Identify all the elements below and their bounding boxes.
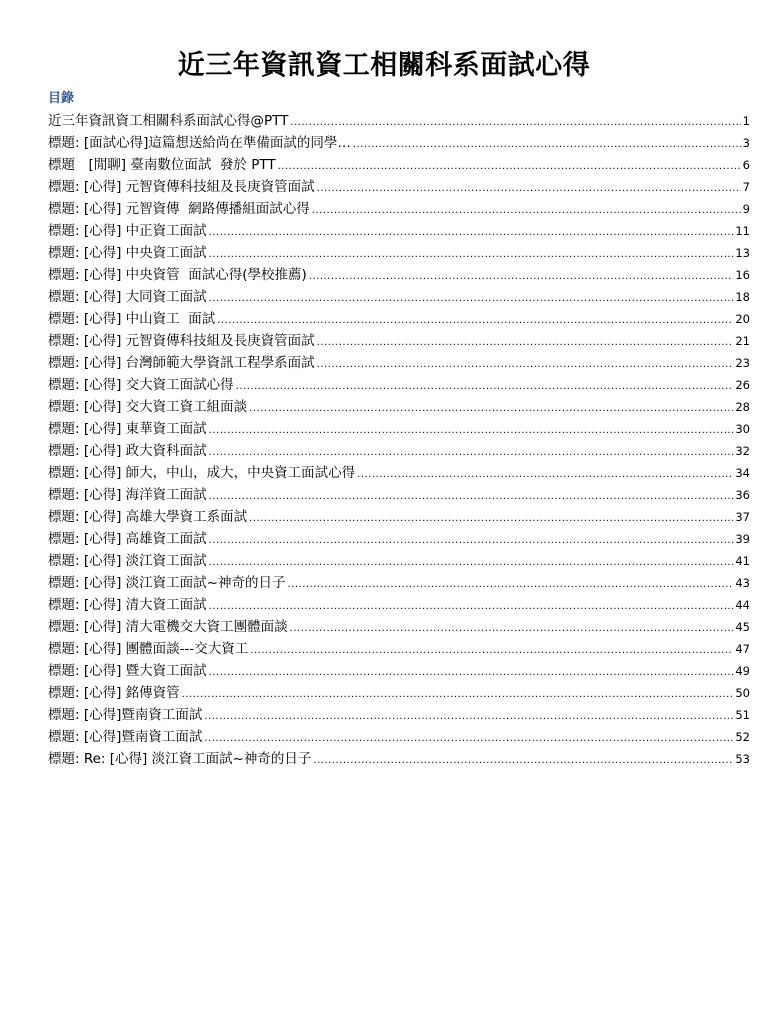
toc-entry[interactable] <box>48 594 750 616</box>
dot-leader <box>209 596 734 618</box>
dot-leader <box>182 684 734 706</box>
toc-entry[interactable] <box>48 616 750 638</box>
dot-leader <box>312 200 741 222</box>
toc-entry[interactable] <box>48 726 750 748</box>
dot-leader <box>236 376 734 398</box>
toc-entry[interactable] <box>48 286 750 308</box>
toc-entry-page-number: 49 <box>735 664 750 678</box>
toc-entry-title: 標題: [心得] 台灣師範大學資訊工程學系面試 <box>48 355 315 371</box>
dot-leader <box>290 112 740 134</box>
toc-entry-page-number: 18 <box>735 290 750 304</box>
toc-entry-page-number: 20 <box>735 312 750 326</box>
toc-entry-page-number: 51 <box>735 708 750 722</box>
toc-entry-page-number: 43 <box>735 576 750 590</box>
toc-entry-page-number: 34 <box>735 466 750 480</box>
toc-entry-title: 標題: [心得] 清大資工面試 <box>48 597 207 613</box>
toc-entry-page-number: 28 <box>735 400 750 414</box>
toc-entry-page-number: 6 <box>742 158 750 172</box>
dot-leader <box>278 156 741 178</box>
toc-entry-page-number: 3 <box>742 136 750 150</box>
toc-entry-page-number: 13 <box>735 246 750 260</box>
toc-entry-page-number: 7 <box>742 180 750 194</box>
toc-entry-title: 標題: [心得] 清大電機交大資工團體面談 <box>48 619 288 635</box>
toc-entry-title: 標題: [心得] 團體面談---交大資工 <box>48 641 249 657</box>
dot-leader <box>309 266 734 288</box>
dot-leader <box>250 640 733 662</box>
toc-entry-title: 標題: Re: [心得] 淡江資工面試~神奇的日子 <box>48 751 312 767</box>
toc-entry-title: 標題 [閒聊] 臺南數位面試 發於 PTT <box>48 157 276 173</box>
toc-heading: 目錄 <box>48 91 75 106</box>
dot-leader <box>249 508 733 530</box>
toc-entry-title: 標題: [心得] 政大資科面試 <box>48 443 207 459</box>
toc-entry[interactable] <box>48 374 750 396</box>
toc-entry[interactable] <box>48 352 750 374</box>
dot-leader <box>317 332 734 354</box>
dot-leader <box>290 618 734 640</box>
toc-entry[interactable] <box>48 682 750 704</box>
dot-leader <box>317 354 734 376</box>
toc-entry[interactable] <box>48 440 750 462</box>
toc-entry-title: 標題: [心得] 暨大資工面試 <box>48 663 207 679</box>
toc-entry-page-number: 9 <box>742 202 750 216</box>
dot-leader <box>209 288 734 310</box>
toc-entry-page-number: 45 <box>735 620 750 634</box>
toc-entry-page-number: 11 <box>735 224 750 238</box>
toc-entry[interactable] <box>48 330 750 352</box>
toc-entry[interactable] <box>48 154 750 176</box>
toc-entry[interactable] <box>48 748 750 770</box>
toc-entry-title: 標題: [心得] 銘傳資管 <box>48 685 180 701</box>
toc-entry[interactable] <box>48 242 750 264</box>
dot-leader <box>287 574 733 596</box>
toc-entry-title: 標題: [心得] 元智資傳科技組及長庚資管面試 <box>48 333 315 349</box>
toc-entry-page-number: 23 <box>735 356 750 370</box>
toc-entry[interactable] <box>48 462 750 484</box>
toc-entry[interactable] <box>48 638 750 660</box>
toc-entry-title: 標題: [心得] 淡江資工面試~神奇的日子 <box>48 575 286 591</box>
toc-entry[interactable] <box>48 198 750 220</box>
toc-entry-page-number: 21 <box>735 334 750 348</box>
toc-entry-page-number: 16 <box>735 268 750 282</box>
document-title: 近三年資訊資工相關科系面試心得 <box>177 50 591 81</box>
dot-leader <box>209 244 734 266</box>
dot-leader <box>357 464 733 486</box>
toc-entry-title: 標題: [心得]暨南資工面試 <box>48 729 203 745</box>
dot-leader <box>353 134 741 156</box>
toc-entry-title: 標題: [心得] 海洋資工面試 <box>48 487 207 503</box>
dot-leader <box>209 420 734 442</box>
toc-entry-title: 標題: [心得] 高雄資工面試 <box>48 531 207 547</box>
toc-entry-page-number: 1 <box>742 114 750 128</box>
toc-entry[interactable] <box>48 418 750 440</box>
dot-leader <box>209 222 734 244</box>
toc-entry[interactable] <box>48 550 750 572</box>
toc-entry[interactable] <box>48 132 750 154</box>
toc-entry-title: 標題: [心得] 交大資工面試心得 <box>48 377 234 393</box>
dot-leader <box>317 178 741 200</box>
dot-leader <box>204 706 733 728</box>
toc-entry-title: 標題: [面試心得]這篇想送給尚在準備面試的同學… <box>48 135 351 151</box>
toc-entry-title: 近三年資訊資工相關科系面試心得@PTT <box>48 113 289 129</box>
toc-entry-title: 標題: [心得] 中正資工面試 <box>48 223 207 239</box>
toc-entry-page-number: 52 <box>735 730 750 744</box>
toc-entry-title: 標題: [心得]暨南資工面試 <box>48 707 203 723</box>
toc-entry[interactable] <box>48 528 750 550</box>
toc-entry[interactable] <box>48 110 750 132</box>
toc-entry[interactable] <box>48 396 750 418</box>
dot-leader <box>209 552 734 574</box>
toc-entry-page-number: 53 <box>735 752 750 766</box>
table-of-contents <box>48 110 750 770</box>
toc-entry-title: 標題: [心得] 大同資工面試 <box>48 289 207 305</box>
dot-leader <box>209 530 734 552</box>
toc-entry-page-number: 32 <box>735 444 750 458</box>
dot-leader <box>209 662 734 684</box>
toc-entry[interactable] <box>48 704 750 726</box>
toc-entry-title: 標題: [心得] 高雄大學資工系面試 <box>48 509 248 525</box>
toc-entry-title: 標題: [心得] 中山資工 面試 <box>48 311 216 327</box>
toc-entry[interactable] <box>48 308 750 330</box>
toc-entry-page-number: 47 <box>735 642 750 656</box>
toc-entry[interactable] <box>48 660 750 682</box>
dot-leader <box>313 750 733 772</box>
toc-entry[interactable] <box>48 484 750 506</box>
toc-entry[interactable] <box>48 506 750 528</box>
toc-entry-title: 標題: [心得] 淡江資工面試 <box>48 553 207 569</box>
toc-entry-page-number: 36 <box>735 488 750 502</box>
dot-leader <box>204 728 733 750</box>
dot-leader <box>217 310 733 332</box>
toc-entry-page-number: 50 <box>735 686 750 700</box>
toc-entry-page-number: 41 <box>735 554 750 568</box>
toc-entry-title: 標題: [心得] 中央資管 面試心得(學校推薦) <box>48 267 307 283</box>
toc-entry[interactable] <box>48 264 750 286</box>
toc-entry-title: 標題: [心得] 東華資工面試 <box>48 421 207 437</box>
dot-leader <box>209 486 734 508</box>
toc-entry[interactable] <box>48 176 750 198</box>
toc-entry-page-number: 26 <box>735 378 750 392</box>
toc-entry-title: 標題: [心得] 交大資工資工組面談 <box>48 399 248 415</box>
toc-entry-title: 標題: [心得] 元智資傳 網路傳播組面試心得 <box>48 201 310 217</box>
toc-entry-page-number: 30 <box>735 422 750 436</box>
dot-leader <box>209 442 734 464</box>
toc-entry-page-number: 39 <box>735 532 750 546</box>
toc-entry-title: 標題: [心得] 元智資傳科技組及長庚資管面試 <box>48 179 315 195</box>
dot-leader <box>249 398 733 420</box>
toc-entry[interactable] <box>48 220 750 242</box>
toc-entry-title: 標題: [心得] 中央資工面試 <box>48 245 207 261</box>
toc-entry-page-number: 37 <box>735 510 750 524</box>
toc-entry-page-number: 44 <box>735 598 750 612</box>
toc-entry[interactable] <box>48 572 750 594</box>
toc-entry-title: 標題: [心得] 師大，中山，成大，中央資工面試心得 <box>48 465 356 481</box>
